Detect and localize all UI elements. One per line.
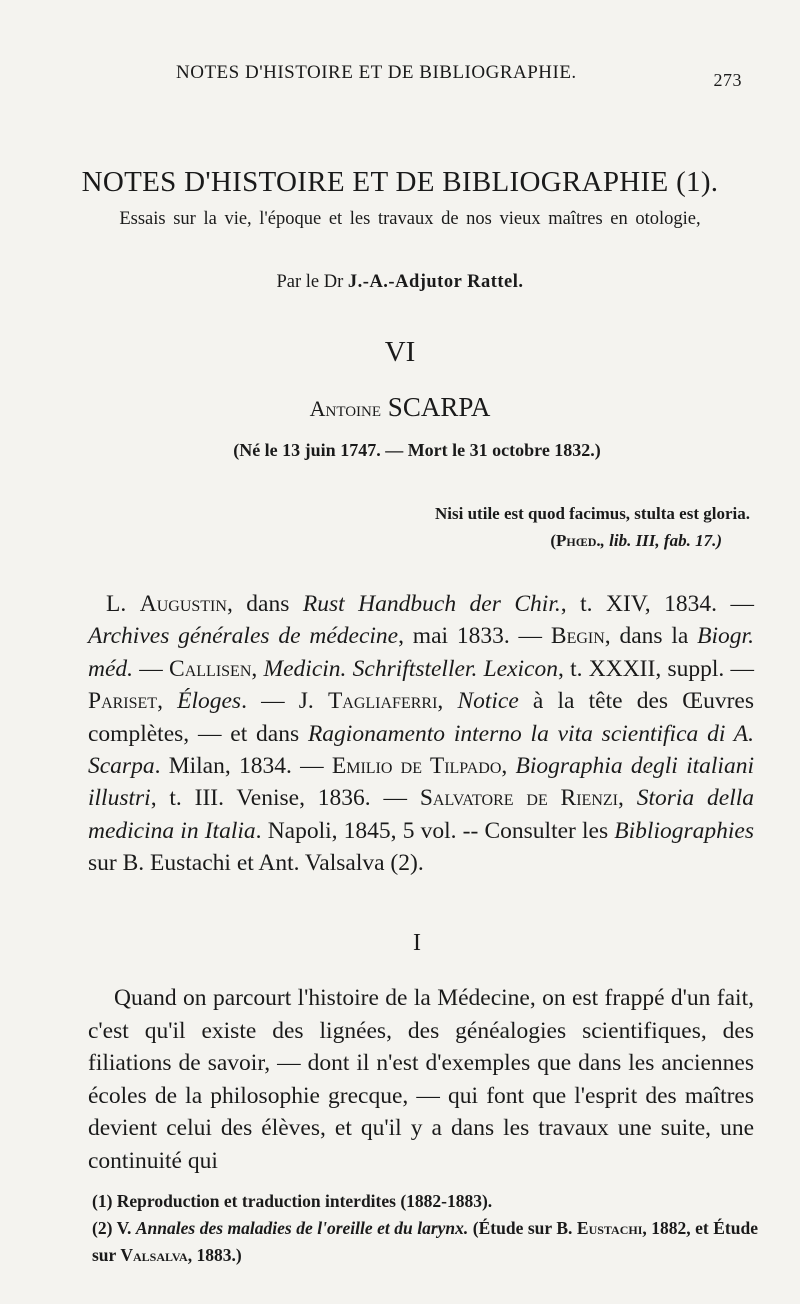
bibliography-paragraph	[88, 588, 754, 880]
epigraph-source-ref: , lib. III, fab. 17.)	[600, 531, 722, 550]
article-subtitle: Essais sur la vie, l'époque et les travaux de nos vieux maîtres en otologie,	[119, 209, 701, 229]
author-prefix: Par le Dr	[276, 272, 344, 292]
bib-title: Bibliographies	[614, 817, 754, 844]
author-name: J.-A.-Adjutor Rattel.	[347, 272, 524, 292]
bib-author: Begin	[550, 623, 605, 650]
bib-title: Archives générales de médecine	[88, 623, 399, 650]
epigraph-source	[435, 527, 750, 554]
epigraph-source-author: Phœd.	[555, 531, 601, 550]
footnotes	[92, 1188, 758, 1269]
epigraph-quote: Nisi utile est quod facimus, stulta est gloria.	[435, 504, 750, 523]
bib-author: Tagliaferri	[327, 688, 438, 715]
epigraph	[435, 500, 750, 554]
bib-text: à la tête des Œuvres complètes, — et dans	[88, 688, 754, 747]
bib-title: Medicin. Schriftsteller. Lexicon	[263, 655, 558, 682]
bib-text: . Napoli, 1845, 5 vol. -- Consulter les	[255, 817, 615, 844]
bib-text: ,	[618, 785, 637, 812]
person-last-name: SCARPA	[387, 392, 491, 422]
fn2-text: (Étude sur B.	[468, 1218, 577, 1238]
bib-text: , t. XIV, 1834. —	[560, 591, 755, 617]
bib-text: , mai 1833. —	[398, 623, 551, 650]
fn2-journal: Annales des maladies de l'oreille et du larynx.	[135, 1218, 469, 1238]
bib-title: Notice	[457, 688, 519, 715]
section-number: VI	[384, 336, 416, 368]
bib-title: Biographia degli italiani illustri	[88, 753, 754, 812]
bib-text: ,	[501, 753, 516, 780]
bib-text: , dans	[226, 591, 303, 617]
life-dates: (Né le 13 juin 1747. — Mort le 31 octobre 1832.)	[233, 440, 601, 460]
article-title: NOTES D'HISTOIRE ET DE BIBLIOGRAPHIE (1).	[81, 166, 719, 198]
bib-author: Salvatore de Rienzi	[419, 785, 618, 812]
running-head-title: NOTES D'HISTOIRE ET DE BIBLIOGRAPHIE.	[176, 62, 577, 83]
fn2-text: (2) V.	[92, 1218, 136, 1238]
bib-title: Éloges	[177, 688, 242, 715]
bib-author: Emilio de Tilpado	[331, 753, 502, 780]
bib-title: Storia della medicina in Italia	[88, 785, 755, 844]
fn2-text: , 1882, et Étude sur	[92, 1218, 758, 1265]
page-number: 273	[713, 70, 742, 90]
bib-text: L.	[106, 591, 140, 617]
bib-text: . Milan, 1834. —	[154, 753, 332, 780]
footnote-2	[92, 1215, 758, 1269]
bib-text: sur B. Eustachi et Ant. Valsalva (2).	[88, 850, 424, 877]
bib-text: ,	[251, 655, 264, 682]
bib-title: Rust Handbuch der Chir.	[302, 591, 561, 617]
bib-text: , t. XXXII, suppl. —	[557, 655, 755, 682]
bib-author: Callisen	[169, 655, 252, 682]
bib-text: —	[133, 655, 170, 682]
person-heading	[0, 392, 800, 423]
bib-title: Biogr. méd.	[88, 623, 754, 682]
fn2-name: Eustachi	[576, 1218, 643, 1238]
epigraph-source-open: (	[550, 531, 556, 550]
bib-author: Augustin	[139, 591, 227, 617]
author-line	[0, 272, 800, 293]
bib-author: Pariset	[88, 688, 158, 715]
bib-text: ,	[157, 688, 178, 715]
bib-text: . — J.	[241, 688, 328, 715]
bib-text: , t. III. Venise, 1836. —	[150, 785, 420, 812]
person-first-name: Antoine	[309, 396, 382, 421]
section-marker: I	[413, 930, 421, 956]
bib-title: Ragionamento interno la vita scientifica di A. Scarpa	[88, 720, 754, 780]
body-paragraph: Quand on parcourt l'histoire de la Médecine, on est frappé d'un fait, c'est qu'il existe des lignées, des généalogies scientifiques, des filiations de savoir, — dont il n'est d'exemples que dans les anciennes écoles de la philosophie grecque, — qui font que l'esprit des maîtres devient celui des élèves, et qu'il y a dans les travaux une suite, une continuité qui	[88, 985, 754, 1174]
bib-text: , dans la	[604, 623, 698, 650]
fn2-name: Valsalva	[120, 1245, 188, 1265]
fn2-text: , 1883.)	[187, 1245, 242, 1265]
bib-text: ,	[437, 688, 458, 715]
footnote-1: (1) Reproduction et traduction interdites (1882-1883).	[92, 1191, 493, 1211]
